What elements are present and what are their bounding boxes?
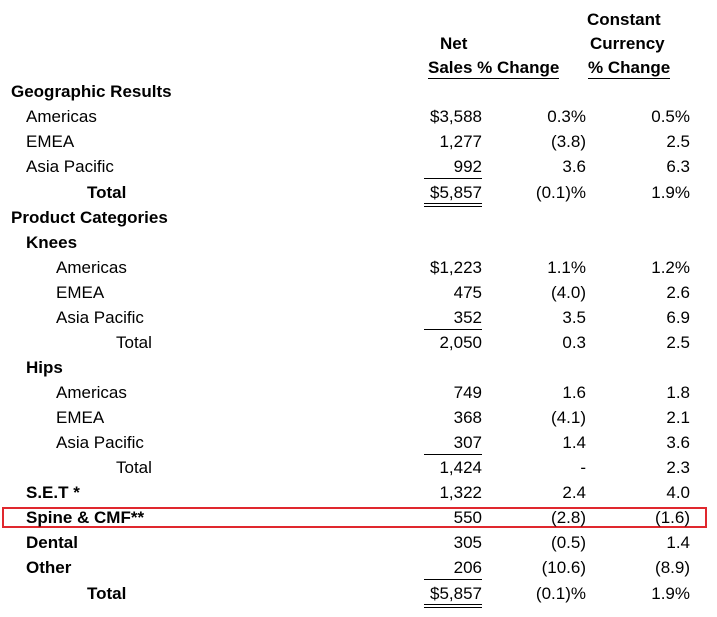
pct-change-cell: 1.1% — [547, 258, 586, 277]
pct-change-cell: (4.0) — [551, 283, 586, 302]
cc-pct-change-cell: 2.5 — [666, 333, 690, 352]
net-sales-cell: $5,857 — [430, 584, 482, 603]
row-label: Asia Pacific — [56, 433, 144, 452]
cc-pct-change-cell: 2.6 — [666, 283, 690, 302]
row-label: Asia Pacific — [56, 308, 144, 327]
pct-change-cell: 1.6 — [562, 383, 586, 402]
cc-pct-change-cell: 3.6 — [666, 433, 690, 452]
subtotal-rule — [424, 178, 482, 179]
cc-pct-change-cell: 0.5% — [651, 107, 690, 126]
pct-change-cell: (10.6) — [541, 558, 586, 577]
pct-change-cell: 1.4 — [562, 433, 586, 452]
section-product-categories: Product Categories — [11, 208, 168, 227]
net-sales-cell: 992 — [453, 157, 482, 176]
row-label: Asia Pacific — [26, 157, 114, 176]
pct-change-cell: (2.8) — [551, 508, 586, 527]
net-sales-cell: 368 — [453, 408, 482, 427]
row-label: Americas — [26, 107, 97, 126]
row-label: EMEA — [26, 132, 75, 151]
pct-change-cell: (4.1) — [551, 408, 586, 427]
pct-change-cell: (0.1)% — [535, 183, 586, 202]
row-label-set: S.E.T * — [26, 483, 80, 502]
pct-change-cell: (3.8) — [551, 132, 586, 151]
net-sales-cell: 206 — [453, 558, 482, 577]
row-label: Americas — [56, 258, 127, 277]
cc-pct-change-cell: 4.0 — [666, 483, 690, 502]
header-net-sales-change — [428, 58, 559, 79]
net-sales-cell: 352 — [453, 308, 482, 327]
pct-change-cell: 0.3% — [547, 107, 586, 126]
pct-change-cell: 3.5 — [562, 308, 586, 327]
pct-change-cell: (0.5) — [551, 533, 586, 552]
net-sales-cell: 475 — [453, 283, 482, 302]
row-label: EMEA — [56, 408, 105, 427]
total-double-rule — [424, 604, 482, 608]
subsection-hips: Hips — [26, 358, 63, 377]
header-currency: Currency — [590, 34, 665, 53]
section-geographic-results: Geographic Results — [11, 82, 172, 101]
cc-pct-change-cell: (8.9) — [655, 558, 690, 577]
net-sales-cell: 1,277 — [439, 132, 482, 151]
pct-change-cell: (0.1)% — [535, 584, 586, 603]
row-label: EMEA — [56, 283, 105, 302]
row-label-total: Total — [116, 333, 152, 352]
net-sales-cell: 749 — [453, 383, 482, 402]
cc-pct-change-cell: 2.5 — [666, 132, 690, 151]
net-sales-cell: $1,223 — [430, 258, 482, 277]
row-label-other: Other — [26, 558, 72, 577]
net-sales-cell: $5,857 — [430, 183, 482, 202]
cc-pct-change-cell: 1.2% — [651, 258, 690, 277]
cc-pct-change-cell: 2.1 — [666, 408, 690, 427]
cc-pct-change-cell: 2.3 — [666, 458, 690, 477]
header-cc-pct-change: % Change — [588, 58, 671, 77]
pct-change-cell: 3.6 — [562, 157, 586, 176]
header-constant: Constant — [587, 10, 661, 29]
cc-pct-change-cell: 1.9% — [651, 584, 690, 603]
header-net: Net — [440, 34, 468, 53]
subsection-knees: Knees — [26, 233, 78, 252]
net-sales-cell: 550 — [453, 508, 482, 527]
net-sales-cell: 305 — [453, 533, 482, 552]
row-label-spine-cmf: Spine & CMF** — [26, 508, 145, 527]
cc-pct-change-cell: 1.4 — [666, 533, 690, 552]
row-label-dental: Dental — [26, 533, 78, 552]
net-sales-cell: 1,322 — [439, 483, 482, 502]
net-sales-cell: 307 — [453, 433, 482, 452]
row-label-total: Total — [116, 458, 152, 477]
pct-change-cell: 0.3 — [562, 333, 586, 352]
net-sales-cell: 1,424 — [439, 458, 482, 477]
subtotal-rule — [424, 454, 482, 455]
subtotal-rule — [424, 329, 482, 330]
cc-pct-change-cell: 1.9% — [651, 183, 690, 202]
pct-change-cell: - — [580, 458, 586, 477]
cc-pct-change-cell: 1.8 — [666, 383, 690, 402]
net-sales-cell: 2,050 — [439, 333, 482, 352]
pct-change-cell: 2.4 — [562, 483, 586, 502]
total-double-rule — [424, 203, 482, 207]
row-label-grand-total: Total — [87, 584, 127, 603]
header-sales: Sales — [428, 58, 473, 77]
subtotal-rule — [424, 579, 482, 580]
row-label: Americas — [56, 383, 127, 402]
cc-pct-change-cell: 6.3 — [666, 157, 690, 176]
row-label-total: Total — [87, 183, 127, 202]
cc-pct-change-cell: (1.6) — [655, 508, 690, 527]
net-sales-cell: $3,588 — [430, 107, 482, 126]
cc-pct-change-cell: 6.9 — [666, 308, 690, 327]
header-pct-change: % Change — [477, 58, 560, 77]
